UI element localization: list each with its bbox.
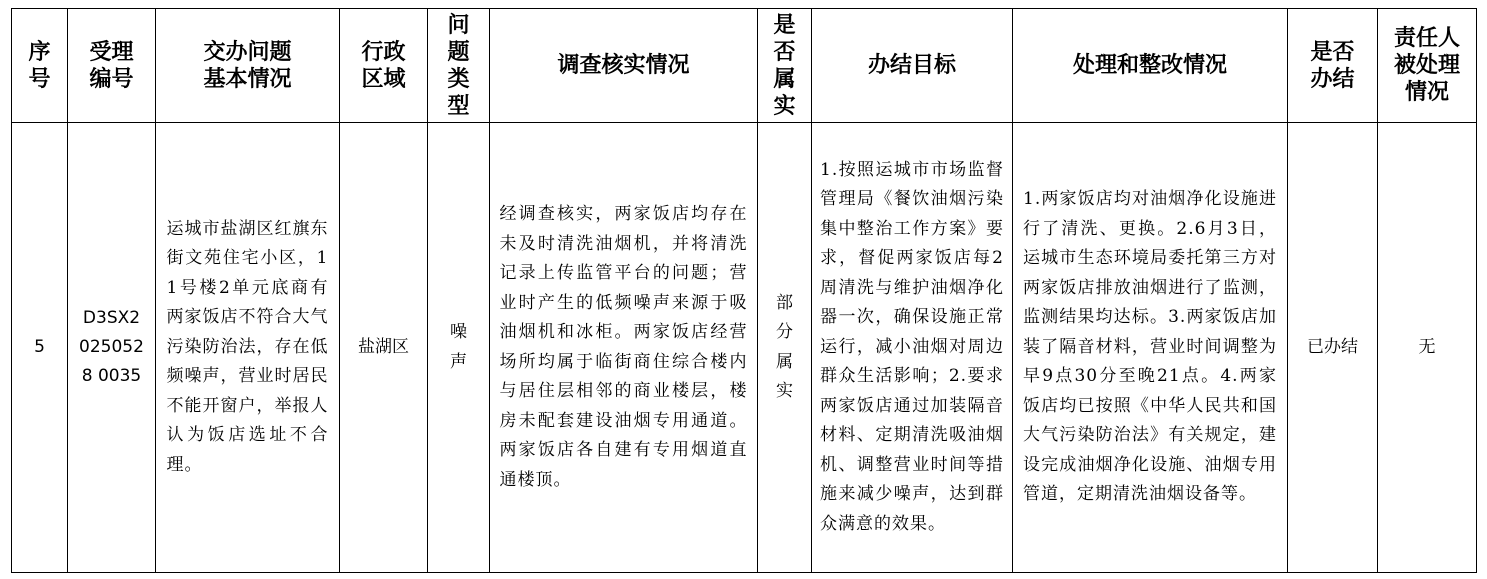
- cell-is-true: 部分属实: [758, 123, 812, 573]
- case-table: [11, 8, 1477, 573]
- header-seq: 序 号: [12, 9, 68, 123]
- cell-description: 运城市盐湖区红旗东街文苑住宅小区，11号楼2单元底商有两家饭店不符合大气污染防治法，存在低频噪声，营业时居民不能开窗户，举报人认为饭店选址不合理。: [156, 123, 340, 573]
- cell-case-no: D3SX20250528 0035: [68, 123, 156, 573]
- header-district: 行政 区域: [340, 9, 428, 123]
- header-investigation: 调查核实情况: [490, 9, 758, 123]
- header-issue-type: 问 题 类 型: [428, 9, 490, 123]
- header-case-no: 受理 编号: [68, 9, 156, 123]
- header-description: 交办问题 基本情况: [156, 9, 340, 123]
- table-header-row: [12, 9, 1477, 123]
- cell-goal: 1.按照运城市市场监督管理局《餐饮油烟污染集中整治工作方案》要求，督促两家饭店每2周清洗与维护油烟净化器一次，确保设施正常运行，减小油烟对周边群众生活影响；2.要求两家饭店通过加装隔音材料、定期清洗吸油烟机、调整营业时间等措施来减少噪声，达到群众满意的效果。: [812, 123, 1013, 573]
- header-accountability: 责任人 被处理 情况: [1378, 9, 1477, 123]
- header-is-true: 是 否 属 实: [758, 9, 812, 123]
- table-row: [12, 123, 1477, 573]
- cell-handling: 1.两家饭店均对油烟净化设施进行了清洗、更换。2.6月3日，运城市生态环境局委托第三方对两家饭店排放油烟进行了监测，监测结果均达标。3.两家饭店加装了隔音材料，营业时间调整为早9点30分至晚21点。4.两家饭店均已按照《中华人民共和国大气污染防治法》有关规定，建设完成油烟净化设施、油烟专用管道，定期清洗油烟设备等。: [1013, 123, 1288, 573]
- cell-is-closed: 已办结: [1288, 123, 1378, 573]
- cell-accountability: 无: [1378, 123, 1477, 573]
- header-goal: 办结目标: [812, 9, 1013, 123]
- cell-seq: 5: [12, 123, 68, 573]
- header-handling: 处理和整改情况: [1013, 9, 1288, 123]
- header-is-closed: 是否 办结: [1288, 9, 1378, 123]
- cell-investigation: 经调查核实，两家饭店均存在未及时清洗油烟机，并将清洗记录上传监管平台的问题；营业时产生的低频噪声来源于吸油烟机和冰柜。两家饭店经营场所均属于临街商住综合楼内与居住层相邻的商业楼层，楼房未配套建设油烟专用通道。两家饭店各自建有专用烟道直通楼顶。: [490, 123, 758, 573]
- cell-district: 盐湖区: [340, 123, 428, 573]
- cell-issue-type: 噪声: [428, 123, 490, 573]
